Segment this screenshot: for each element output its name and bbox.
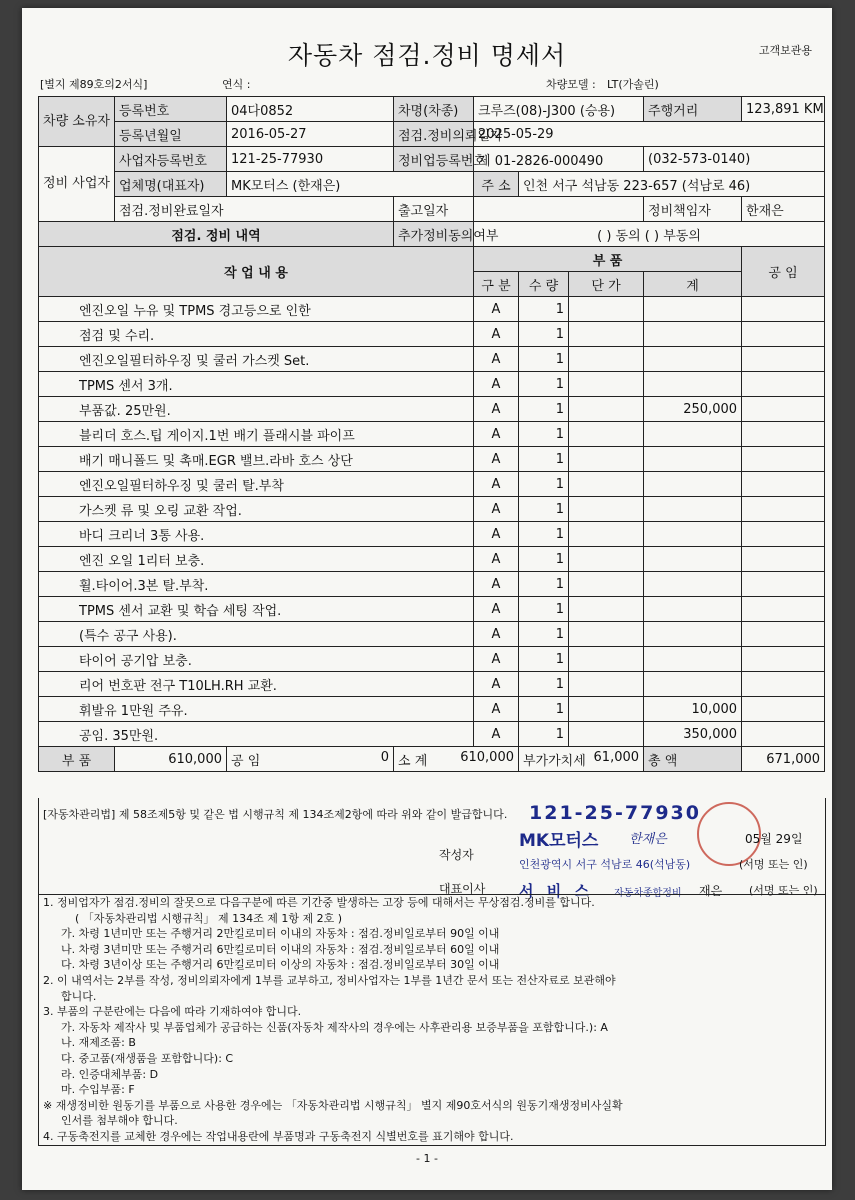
table-row xyxy=(39,347,825,372)
stamp-address: 인천광역시 서구 석남로 46(석남동) xyxy=(519,858,691,871)
model-year-label: 연식 : xyxy=(222,78,251,91)
work-item-qty: 1 xyxy=(519,647,569,672)
work-item-total xyxy=(644,447,742,472)
work-item-qty: 1 xyxy=(519,372,569,397)
note-line: 4. 구동축전지를 교체한 경우에는 작업내용란에 부품명과 구동축전지 식별번호를 표기해야 합니다. xyxy=(43,1129,514,1143)
col-unit: 단 가 xyxy=(569,272,644,297)
reg-no-value: 04다0852 xyxy=(227,97,394,122)
work-item-unit xyxy=(569,322,644,347)
work-item-labor xyxy=(742,572,825,597)
table-row xyxy=(39,497,825,522)
work-item-text: 블리더 호스.팁 게이지.1번 배기 플래시블 파이프 xyxy=(39,422,474,447)
work-item-qty: 1 xyxy=(519,572,569,597)
biz-no-value: 121-25-77930 xyxy=(227,147,394,172)
parts-total-label: 부 품 xyxy=(39,747,115,772)
representative-label: 대표이사 xyxy=(439,882,486,896)
work-item-labor xyxy=(742,722,825,747)
table-row xyxy=(39,597,825,622)
certification-block xyxy=(38,798,826,900)
subtotal-cell xyxy=(394,747,519,772)
work-item-unit xyxy=(569,622,644,647)
shop-reg-value: 제 01-2826-000490 xyxy=(474,147,644,172)
work-item-total xyxy=(644,672,742,697)
work-item-qty: 1 xyxy=(519,447,569,472)
work-item-total: 350,000 xyxy=(644,722,742,747)
certification-text: [자동차관리법] 제 58조제5항 및 같은 법 시행규칙 제 134조제2항에 따라 위와 같이 발급합니다. xyxy=(43,808,508,821)
work-item-unit xyxy=(569,697,644,722)
work-item-labor xyxy=(742,522,825,547)
table-row xyxy=(39,522,825,547)
reg-date-value: 2016-05-27 xyxy=(227,122,394,147)
car-name-label: 차명(차종) xyxy=(394,97,474,122)
work-item-text: 가스켓 류 및 오링 교환 작업. xyxy=(39,497,474,522)
work-item-total: 250,000 xyxy=(644,397,742,422)
work-item-type: A xyxy=(474,722,519,747)
work-item-text: 리어 번호판 전구 T10LH.RH 교환. xyxy=(39,672,474,697)
table-row xyxy=(39,372,825,397)
work-item-unit xyxy=(569,497,644,522)
note-line: 마. 수입부품: F xyxy=(61,1083,135,1097)
work-item-qty: 1 xyxy=(519,522,569,547)
vat-cell xyxy=(519,747,644,772)
release-date-value xyxy=(474,197,644,222)
work-item-labor xyxy=(742,672,825,697)
work-item-text: 휘발유 1만원 주유. xyxy=(39,697,474,722)
col-type: 구 분 xyxy=(474,272,519,297)
work-item-text: 공임. 35만원. xyxy=(39,722,474,747)
note-line: 2. 이 내역서는 2부를 작성, 정비의뢰자에게 1부를 교부하고, 정비사업자는 1부를 1년간 문서 또는 전산자료로 보관해야 xyxy=(43,973,616,987)
work-item-total xyxy=(644,297,742,322)
work-item-text: 엔진오일필터하우징 및 쿨러 가스켓 Set. xyxy=(39,347,474,372)
labor-total-label: 공 임 xyxy=(231,753,261,769)
table-row xyxy=(39,697,825,722)
work-item-unit xyxy=(569,597,644,622)
extra-consent-value: ( ) 동의 ( ) 부동의 xyxy=(474,222,825,247)
notes-section xyxy=(38,894,826,1146)
work-item-text: 엔진오일필터하우징 및 쿨러 탈.부착 xyxy=(39,472,474,497)
note-line: 라. 인증대체부품: D xyxy=(61,1067,159,1081)
work-item-type: A xyxy=(474,522,519,547)
work-item-qty: 1 xyxy=(519,547,569,572)
sign-note: (서명 또는 인) xyxy=(739,858,808,871)
work-item-labor xyxy=(742,422,825,447)
work-item-type: A xyxy=(474,447,519,472)
labor-total-value: 0 xyxy=(380,749,389,765)
work-item-text: 휠.타이어.3본 탈.부착. xyxy=(39,572,474,597)
work-item-qty: 1 xyxy=(519,697,569,722)
reg-no-label: 등록번호 xyxy=(115,97,227,122)
work-header: 작 업 내 용 xyxy=(39,247,474,297)
work-item-total xyxy=(644,522,742,547)
shop-reg-label: 정비업등록번호 xyxy=(394,147,474,172)
work-item-qty: 1 xyxy=(519,347,569,372)
mileage-label: 주행거리 xyxy=(644,97,742,122)
work-item-labor xyxy=(742,597,825,622)
stamp-company-name: MK모터스 xyxy=(519,831,599,851)
work-item-text: 배기 매니폴드 및 촉매.EGR 밸브.라바 호스 상단 xyxy=(39,447,474,472)
vehicle-model-label: 차량모델 : xyxy=(546,78,596,91)
work-item-unit xyxy=(569,422,644,447)
grand-total-value: 671,000 xyxy=(742,747,825,772)
work-item-labor xyxy=(742,297,825,322)
shop-addr-value: 인천 서구 석남동 223-657 (석남로 46) xyxy=(519,172,825,197)
work-item-text: 엔진 오일 1리터 보충. xyxy=(39,547,474,572)
work-item-unit xyxy=(569,347,644,372)
mileage-value: 123,891 KM xyxy=(742,97,825,122)
table-row xyxy=(39,672,825,697)
note-line: ( 「자동차관리법 시행규칙」 제 134조 제 1항 제 2호 ) xyxy=(75,911,343,925)
work-item-type: A xyxy=(474,472,519,497)
note-line: 1. 정비업자가 점검.정비의 잘못으로 다음구분에 따른 기간중 발생하는 고장 등에 대해서는 무상점검.정비를 합니다. xyxy=(43,896,595,909)
work-item-total xyxy=(644,572,742,597)
work-item-text: (특수 공구 사용). xyxy=(39,622,474,647)
statement-table xyxy=(38,96,825,772)
work-item-type: A xyxy=(474,372,519,397)
subtotal-label: 소 계 xyxy=(398,753,428,769)
work-item-total xyxy=(644,647,742,672)
stamp-service: 서 비 스 xyxy=(519,882,593,900)
work-item-labor xyxy=(742,497,825,522)
table-row xyxy=(39,297,825,322)
work-item-labor xyxy=(742,547,825,572)
note-line: 나. 재제조품: B xyxy=(61,1036,136,1050)
note-line: 가. 자동차 제작사 및 부품업체가 공급하는 신품(자동차 제작사의 경우에는 사후관리용 보증부품을 포함합니다.): A xyxy=(61,1020,608,1034)
manager-label: 정비책임자 xyxy=(644,197,742,222)
work-item-labor xyxy=(742,697,825,722)
work-item-qty: 1 xyxy=(519,297,569,322)
table-row xyxy=(39,322,825,347)
work-item-qty: 1 xyxy=(519,322,569,347)
work-item-text: TPMS 센서 3개. xyxy=(39,372,474,397)
shop-name-value: MK모터스 (한재은) xyxy=(227,172,474,197)
request-date-value: 2025-05-29 xyxy=(474,122,825,147)
table-row xyxy=(39,472,825,497)
work-item-total xyxy=(644,322,742,347)
work-item-unit xyxy=(569,572,644,597)
work-item-unit xyxy=(569,447,644,472)
work-item-type: A xyxy=(474,672,519,697)
shop-name-label: 업체명(대표자) xyxy=(115,172,227,197)
note-line: 나. 차령 3년미만 또는 주행거리 6만킬로미터 이내의 자동차 : 점검.정비일로부터 60일 이내 xyxy=(61,942,500,956)
work-item-labor xyxy=(742,322,825,347)
car-name-value: 크루즈(08)-J300 (승용) xyxy=(474,97,644,122)
reg-date-label: 등록년월일 xyxy=(115,122,227,147)
work-item-qty: 1 xyxy=(519,722,569,747)
note-line: 인서를 첨부해야 합니다. xyxy=(61,1114,178,1128)
work-item-unit xyxy=(569,647,644,672)
release-date-label: 출고일자 xyxy=(394,197,474,222)
vat-label: 부가가치세 xyxy=(523,753,586,769)
work-item-unit xyxy=(569,397,644,422)
request-date-label: 점검.정비의뢰일자 xyxy=(394,122,474,147)
table-row xyxy=(39,422,825,447)
representative-name: 재은 xyxy=(699,884,723,898)
work-item-type: A xyxy=(474,547,519,572)
labor-total-cell xyxy=(227,747,394,772)
work-item-unit xyxy=(569,547,644,572)
work-item-type: A xyxy=(474,322,519,347)
work-item-text: 점검 및 수리. xyxy=(39,322,474,347)
work-item-total xyxy=(644,597,742,622)
sign-note-2: (서명 또는 인) xyxy=(749,884,818,897)
parts-total-value: 610,000 xyxy=(115,747,227,772)
work-item-type: A xyxy=(474,597,519,622)
work-item-total xyxy=(644,472,742,497)
subtotal-value: 610,000 xyxy=(460,749,514,765)
work-item-type: A xyxy=(474,697,519,722)
work-item-labor xyxy=(742,472,825,497)
table-row xyxy=(39,647,825,672)
work-item-unit xyxy=(569,522,644,547)
work-item-qty: 1 xyxy=(519,472,569,497)
work-item-labor xyxy=(742,397,825,422)
work-item-qty: 1 xyxy=(519,497,569,522)
work-item-type: A xyxy=(474,297,519,322)
grand-total-label: 총 액 xyxy=(644,747,742,772)
copy-label: 고객보관용 xyxy=(758,44,812,57)
work-item-text: 바디 크리너 3통 사용. xyxy=(39,522,474,547)
work-item-total xyxy=(644,422,742,447)
work-item-type: A xyxy=(474,347,519,372)
owner-section-label: 차량 소유자 xyxy=(39,97,115,147)
document-page xyxy=(22,8,832,1190)
work-item-labor xyxy=(742,647,825,672)
note-line: ※ 재생정비한 원동기를 부품으로 사용한 경우에는 「자동차관리법 시행규칙」 별지 제90호서식의 원동기재생정비사실확 xyxy=(43,1098,623,1112)
work-item-total xyxy=(644,347,742,372)
work-item-type: A xyxy=(474,397,519,422)
work-item-text: 타이어 공기압 보충. xyxy=(39,647,474,672)
page-number: - 1 - xyxy=(416,1152,438,1165)
note-line: 다. 차령 3년이상 또는 주행거리 6만킬로미터 이상의 자동차 : 점검.정비일로부터 30일 이내 xyxy=(61,958,500,972)
document-title: 자동차 점검.정비 명세서 xyxy=(287,41,567,70)
table-row xyxy=(39,722,825,747)
work-item-labor xyxy=(742,622,825,647)
extra-consent-label: 추가정비동의여부 xyxy=(394,222,474,247)
col-qty: 수 량 xyxy=(519,272,569,297)
work-item-type: A xyxy=(474,497,519,522)
work-item-total xyxy=(644,497,742,522)
manager-value: 한재은 xyxy=(742,197,825,222)
work-item-total xyxy=(644,622,742,647)
note-line: 가. 차령 1년미만 또는 주행거리 2만킬로미터 이내의 자동차 : 점검.정비일로부터 90일 이내 xyxy=(61,927,500,941)
stamp-reg-no: 121-25-77930 xyxy=(529,802,701,824)
work-item-qty: 1 xyxy=(519,422,569,447)
work-item-qty: 1 xyxy=(519,672,569,697)
table-row xyxy=(39,572,825,597)
work-item-type: A xyxy=(474,622,519,647)
stamp-shop-type: 자동차종합정비 xyxy=(614,888,682,899)
shop-phone: (032-573-0140) xyxy=(644,147,825,172)
handwritten-signature: 한재은 xyxy=(629,832,667,847)
work-item-unit xyxy=(569,472,644,497)
work-item-unit xyxy=(569,672,644,697)
author-label: 작성자 xyxy=(439,848,474,862)
work-item-labor xyxy=(742,372,825,397)
work-item-qty: 1 xyxy=(519,597,569,622)
table-row xyxy=(39,397,825,422)
col-total: 계 xyxy=(644,272,742,297)
shop-section-label: 정비 사업자 xyxy=(39,147,115,222)
done-date-label: 점검.정비완료일자 xyxy=(115,197,394,222)
note-line: 합니다. xyxy=(61,989,97,1003)
work-item-text: TPMS 센서 교환 및 학습 세팅 작업. xyxy=(39,597,474,622)
work-item-unit xyxy=(569,372,644,397)
work-item-labor xyxy=(742,347,825,372)
work-item-type: A xyxy=(474,422,519,447)
vat-value: 61,000 xyxy=(593,749,640,765)
table-row xyxy=(39,447,825,472)
table-row xyxy=(39,547,825,572)
details-header: 점검. 정비 내역 xyxy=(39,222,394,247)
form-number: [별지 제89호의2서식] xyxy=(40,78,148,91)
table-row xyxy=(39,622,825,647)
work-item-unit xyxy=(569,722,644,747)
issue-date: 05월 29일 xyxy=(745,832,803,846)
biz-no-label: 사업자등록번호 xyxy=(115,147,227,172)
parts-header: 부 품 xyxy=(474,247,742,272)
work-item-text: 엔진오일 누유 및 TPMS 경고등으로 인한 xyxy=(39,297,474,322)
labor-header: 공 임 xyxy=(742,247,825,297)
work-item-type: A xyxy=(474,572,519,597)
work-item-total xyxy=(644,372,742,397)
work-item-qty: 1 xyxy=(519,397,569,422)
note-line: 다. 중고품(재생품을 포함합니다): C xyxy=(61,1051,234,1065)
work-item-text: 부품값. 25만원. xyxy=(39,397,474,422)
work-item-qty: 1 xyxy=(519,622,569,647)
work-item-total xyxy=(644,547,742,572)
note-line: 3. 부품의 구분란에는 다음에 따라 기재하여야 합니다. xyxy=(43,1005,302,1019)
work-item-labor xyxy=(742,447,825,472)
work-item-total: 10,000 xyxy=(644,697,742,722)
work-item-unit xyxy=(569,297,644,322)
shop-addr-label: 주 소 xyxy=(474,172,519,197)
vehicle-model: LT(가솔린) xyxy=(607,78,659,91)
work-item-type: A xyxy=(474,647,519,672)
